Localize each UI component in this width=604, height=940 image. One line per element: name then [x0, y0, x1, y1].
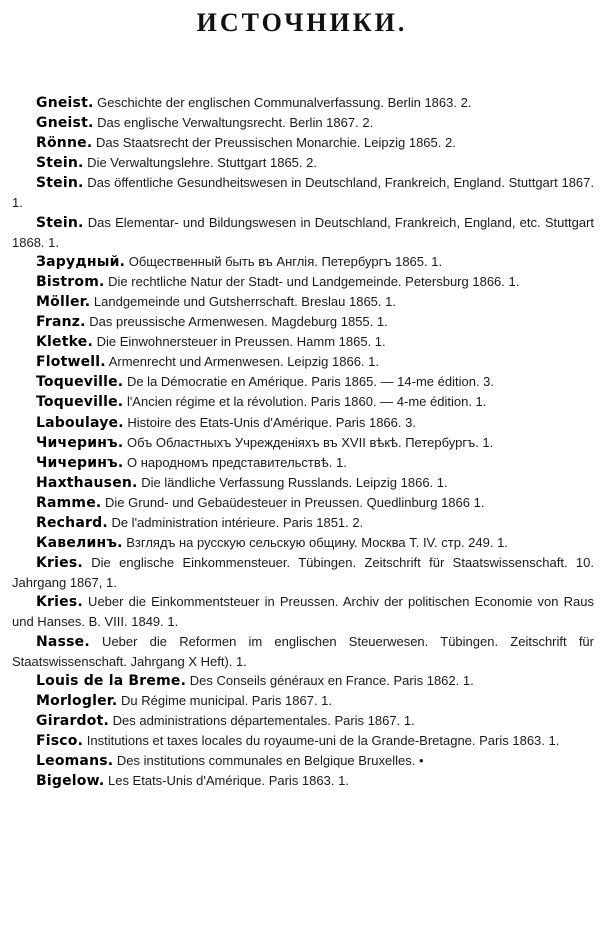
entry-author: Haxthausen. [36, 474, 138, 491]
entry-author: Fisco. [36, 733, 84, 749]
entry-citation: Du Régime municipal. Paris 1867. 1. [117, 692, 333, 708]
entry-author: Louis de la Breme. [36, 672, 187, 689]
entry-citation: Les Etats-Unis d'Amérique. Paris 1863. 1. [104, 773, 349, 789]
entry-author: Stein. [36, 214, 84, 231]
entry-author: Gneist. [36, 95, 94, 111]
entry-citation: Histoire des Etats-Unis d'Amérique. Paris 1866. 3. [123, 414, 416, 430]
entry-citation: Ueber die Einkommentsteuer in Preussen. Archiv der politischen Economie von Raus und Hanses. B. VIII. 1849. 1. [12, 594, 594, 630]
entry-author: Toqueville. [36, 394, 124, 411]
entry-author: Rönne. [36, 135, 93, 152]
entry-author: Ramme. [36, 494, 102, 511]
entry-citation: Des institutions communales en Belgique Bruxelles. • [113, 753, 424, 769]
entry-author: Rechard. [36, 514, 108, 531]
entry-author: Зарудный. [36, 253, 126, 270]
entry-author: Kries. [36, 555, 83, 572]
entry-citation: Des administrations départementales. Paris 1867. 1. [109, 712, 415, 728]
bibliography-entry [12, 751, 594, 771]
entry-citation: Die ländliche Verfassung Russlands. Leipzig 1866. 1. [137, 474, 448, 490]
entry-citation: Geschichte der englischen Communalverfassung. Berlin 1863. 2. [93, 95, 472, 110]
entry-author: Чичеринъ. [36, 434, 124, 451]
entry-author: Чичеринъ. [36, 454, 124, 471]
entry-author: Möller. [36, 293, 91, 310]
bibliography-entry [12, 453, 594, 473]
entry-citation: Das preussische Armenwesen. Magdeburg 1855. 1. [85, 314, 388, 330]
entry-author: Flotwell. [36, 354, 106, 371]
bibliography-entry [12, 513, 594, 533]
bibliography-entry [12, 133, 594, 153]
bibliography-entry [12, 352, 594, 372]
bibliography-entry [12, 113, 594, 133]
bibliography-entry [12, 671, 594, 691]
entry-citation: De l'administration intérieure. Paris 1851. 2. [107, 514, 364, 530]
entry-citation: Institutions et taxes locales du royaume-uni de la Grande-Bretagne. Paris 1863. 1. [83, 733, 560, 748]
entry-citation: Landgemeinde und Gutsherrschaft. Breslau 1865. 1. [90, 293, 396, 309]
entry-citation: Das öffentliche Gesundheitswesen in Deutschland, Frankreich, England. Stuttgart 1867. 1. [12, 175, 594, 211]
bibliography-entry [12, 731, 594, 751]
entry-citation: Die englische Einkommensteuer. Tübingen. Zeitschrift für Staatswissenschaft. 10. Jahrgang 1867, 1. [12, 555, 594, 591]
entry-author: Kletke. [36, 334, 93, 351]
entry-author: Stein. [36, 175, 84, 192]
entry-citation: Die Verwaltungslehre. Stuttgart 1865. 2. [83, 155, 317, 171]
entry-citation: Armenrecht und Armenwesen. Leipzig 1866. 1. [105, 354, 379, 370]
entry-citation: Ueber die Reformen im englischen Steuerwesen. Tübingen. Zeitschrift für Staatswissenschaft. Jahrgang X Heft). 1. [12, 633, 594, 669]
entry-citation: Das Staatsrecht der Preussischen Monarchie. Leipzig 1865. 2. [92, 135, 456, 151]
entry-author: Laboulaye. [36, 414, 124, 431]
entry-citation: Die rechtliche Natur der Stadt- und Landgemeinde. Petersburg 1866. 1. [104, 273, 520, 289]
bibliography-entry [12, 392, 594, 412]
entry-author: Кавелинъ. [36, 535, 123, 552]
bibliography-entry [12, 153, 594, 173]
entry-author: Toqueville. [36, 374, 124, 391]
bibliography-list [12, 93, 594, 791]
entry-author: Bistrom. [36, 273, 105, 290]
bibliography-entry [12, 312, 594, 332]
bibliography-entry [12, 592, 594, 631]
bibliography-entry [12, 332, 594, 352]
entry-author: Gneist. [36, 115, 94, 132]
page-title: ИСТОЧНИКИ. [196, 8, 408, 37]
entry-author: Franz. [36, 314, 86, 331]
bibliography-entry [12, 473, 594, 493]
entry-citation: De la Démocratie en Amérique. Paris 1865. — 14-me édition. 3. [123, 374, 495, 390]
bibliography-entry [12, 632, 594, 671]
bibliography-entry [12, 173, 594, 212]
entry-citation: Das Elementar- und Bildungswesen in Deutschland, Frankreich, England, etc. Stuttgart 1868. 1. [12, 214, 594, 250]
bibliography-entry [12, 553, 594, 592]
bibliography-entry [12, 691, 594, 711]
entry-citation: Des Conseils généraux en France. Paris 1862. 1. [186, 672, 474, 688]
bibliography-entry [12, 292, 594, 312]
bibliography-entry [12, 413, 594, 433]
entry-citation: О народномъ представительствѣ. 1. [123, 454, 347, 470]
entry-author: Leomans. [36, 753, 114, 770]
entry-author: Kries. [36, 594, 83, 611]
entry-author: Morlogler. [36, 692, 118, 709]
bibliography-entry [12, 711, 594, 731]
entry-citation: Общественный быть въ Англія. Петербургъ 1865. 1. [125, 253, 443, 269]
bibliography-entry [12, 771, 594, 791]
bibliography-entry [12, 272, 594, 292]
entry-citation: Die Einwohnersteuer in Preussen. Hamm 1865. 1. [92, 334, 386, 350]
entry-citation: Объ Областныхъ Учрежденiяхъ въ XVII вѣкѣ. Петербургъ. 1. [123, 434, 494, 450]
entry-author: Stein. [36, 155, 84, 172]
bibliography-entry [12, 93, 594, 113]
entry-citation: l'Ancien régime et la révolution. Paris 1860. — 4-me édition. 1. [123, 394, 487, 410]
bibliography-entry [12, 533, 594, 553]
bibliography-entry [12, 372, 594, 392]
bibliography-entry [12, 252, 594, 272]
entry-citation: Die Grund- und Gebaüdesteuer in Preussen. Quedlinburg 1866 1. [101, 494, 485, 510]
bibliography-entry [12, 213, 594, 252]
entry-author: Nasse. [36, 633, 90, 650]
bibliography-entry [12, 433, 594, 453]
bibliography-entry [12, 493, 594, 513]
entry-author: Bigelow. [36, 773, 105, 790]
entry-citation: Das englische Verwaltungsrecht. Berlin 1867. 2. [93, 115, 374, 131]
entry-citation: Взглядъ на русскую сельскую общину. Москва Т. IV. стр. 249. 1. [122, 535, 508, 551]
entry-author: Girardot. [36, 712, 109, 729]
